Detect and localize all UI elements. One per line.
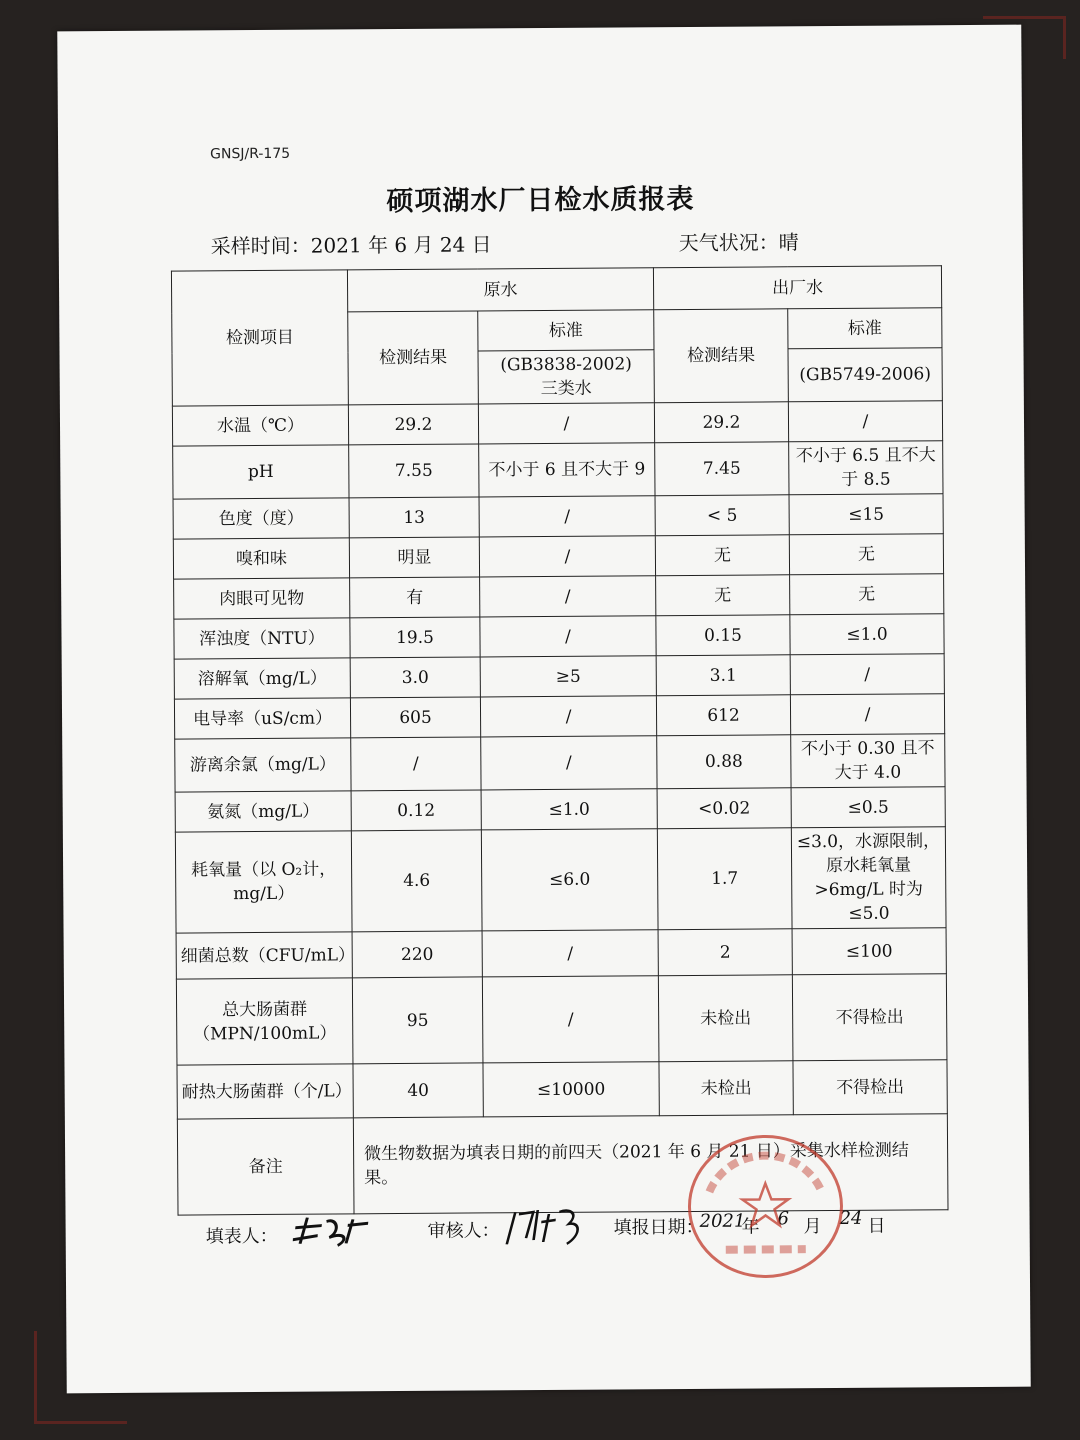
header-outlet-water: 出厂水 bbox=[653, 266, 941, 310]
table-row bbox=[177, 1060, 947, 1119]
table-row bbox=[175, 787, 945, 832]
cell-out-std: ≤0.5 bbox=[791, 787, 945, 828]
cell-raw-std: / bbox=[480, 616, 656, 657]
cell-item: 肉眼可见物 bbox=[174, 578, 350, 619]
cell-out-result: 未检出 bbox=[658, 975, 793, 1062]
cell-raw-std: 不小于 6 且不大于 9 bbox=[479, 443, 655, 497]
filler-label: 填表人： bbox=[205, 1225, 278, 1248]
cell-out-result: < 5 bbox=[655, 495, 789, 536]
weather-status: 天气状况：晴 bbox=[678, 230, 799, 256]
cell-item: 嗅和味 bbox=[173, 538, 349, 579]
filler-signature bbox=[285, 1213, 374, 1258]
header-outlet-result: 检测结果 bbox=[654, 309, 789, 403]
table-row bbox=[176, 974, 947, 1065]
cell-out-std: 不小于 0.30 且不大于 4.0 bbox=[791, 734, 945, 788]
cell-out-result: 0.15 bbox=[656, 615, 790, 656]
cell-item: 浑浊度（NTU） bbox=[174, 618, 350, 659]
cell-out-result: 未检出 bbox=[659, 1061, 793, 1116]
header-raw-standard: 标准 bbox=[478, 310, 654, 351]
cell-raw-std: ≥5 bbox=[480, 656, 656, 697]
cell-out-std: ≤15 bbox=[789, 494, 943, 535]
sampling-time: 采样时间：2021 年 6 月 24 日 bbox=[210, 232, 492, 259]
cell-raw-result: 有 bbox=[350, 577, 480, 618]
report-sheet bbox=[57, 25, 1030, 1394]
cell-raw-result: 13 bbox=[349, 497, 479, 538]
table-row bbox=[174, 654, 944, 699]
cell-out-std: 不小于 6.5 且不大于 8.5 bbox=[789, 441, 943, 495]
report-title: 硕项湖水厂日检水质报表 bbox=[386, 183, 695, 218]
cell-raw-std: / bbox=[480, 696, 656, 737]
table-row bbox=[176, 928, 946, 979]
cell-out-result: 无 bbox=[655, 535, 789, 576]
cell-raw-result: 4.6 bbox=[351, 830, 482, 932]
header-raw-water: 原水 bbox=[347, 268, 653, 312]
cell-raw-result: 7.55 bbox=[349, 444, 479, 498]
cell-item: 耗氧量（以 O₂计，mg/L） bbox=[175, 831, 352, 933]
table-row bbox=[174, 614, 944, 659]
table-row bbox=[174, 694, 944, 739]
cell-item: 游离余氯（mg/L） bbox=[175, 738, 351, 792]
cell-raw-result: / bbox=[351, 737, 481, 791]
cell-item: 总大肠菌群（MPN/100mL） bbox=[176, 978, 353, 1065]
cell-out-std: / bbox=[788, 401, 942, 442]
cell-raw-result: 605 bbox=[350, 697, 480, 738]
cell-raw-std: / bbox=[479, 536, 655, 577]
header-item: 检测项目 bbox=[171, 270, 348, 406]
table-row bbox=[173, 534, 943, 579]
form-code: GNSJ/R-175 bbox=[210, 145, 291, 163]
reviewer-signature bbox=[500, 1204, 591, 1257]
header-outlet-standard: 标准 bbox=[788, 308, 942, 349]
cell-item: 溶解氧（mg/L） bbox=[174, 658, 350, 699]
date-day-unit: 日 bbox=[867, 1215, 886, 1237]
cell-raw-result: 19.5 bbox=[350, 617, 480, 658]
table-row bbox=[172, 401, 942, 446]
cell-raw-result: 95 bbox=[352, 977, 483, 1064]
cell-item: pH bbox=[173, 445, 349, 499]
outlet-standard-ref: (GB5749-2006) bbox=[788, 348, 942, 402]
date-year-unit: 年 bbox=[741, 1216, 760, 1238]
cell-out-result: 3.1 bbox=[656, 655, 790, 696]
cell-out-std: ≤1.0 bbox=[790, 614, 944, 655]
cell-raw-std: / bbox=[482, 976, 659, 1063]
cell-out-std: ≤100 bbox=[792, 928, 946, 975]
cell-raw-std: ≤6.0 bbox=[481, 829, 658, 931]
note-text: 微生物数据为填表日期的前四天（2021 年 6 月 21 日）采集水样检测结果。 bbox=[353, 1114, 948, 1214]
cell-item: 色度（度） bbox=[173, 498, 349, 539]
cell-raw-result: 0.12 bbox=[351, 790, 481, 831]
note-label: 备注 bbox=[177, 1118, 354, 1215]
cell-out-result: 7.45 bbox=[655, 442, 789, 496]
cell-raw-std: ≤1.0 bbox=[481, 789, 657, 830]
table-row bbox=[173, 494, 943, 539]
footer bbox=[205, 1207, 990, 1248]
cell-raw-result: 3.0 bbox=[350, 657, 480, 698]
table-row bbox=[173, 441, 943, 499]
cell-raw-std: / bbox=[479, 496, 655, 537]
date-month-handwritten: 6 bbox=[777, 1208, 790, 1230]
cell-out-std: ≤3.0，水源限制，原水耗氧量>6mg/L 时为≤5.0 bbox=[791, 827, 946, 929]
cell-out-std: 不得检出 bbox=[792, 974, 947, 1061]
table-row bbox=[174, 574, 944, 619]
cell-out-result: 无 bbox=[656, 575, 790, 616]
cell-out-std: 不得检出 bbox=[793, 1060, 947, 1115]
date-day-handwritten: 24 bbox=[839, 1207, 863, 1229]
cell-out-result: 612 bbox=[656, 695, 790, 736]
table-row bbox=[175, 827, 946, 933]
raw-standard-ref: (GB3838-2002) 三类水 bbox=[478, 350, 654, 404]
date-label: 填报日期： bbox=[613, 1216, 704, 1239]
cell-out-result: 1.7 bbox=[657, 828, 792, 930]
cell-raw-result: 40 bbox=[353, 1063, 483, 1118]
cell-raw-std: ≤10000 bbox=[483, 1062, 659, 1117]
cell-out-std: 无 bbox=[790, 574, 944, 615]
cell-raw-std: / bbox=[481, 736, 657, 790]
cell-raw-result: 明显 bbox=[349, 537, 479, 578]
cell-out-std: / bbox=[790, 694, 944, 735]
cell-raw-std: / bbox=[478, 403, 654, 444]
cell-out-result: <0.02 bbox=[657, 788, 791, 829]
cell-item: 氨氮（mg/L） bbox=[175, 791, 351, 832]
cell-raw-std: / bbox=[482, 930, 658, 977]
cell-raw-result: 29.2 bbox=[348, 404, 478, 445]
water-quality-table bbox=[171, 265, 949, 1215]
cell-raw-std: / bbox=[480, 576, 656, 617]
date-year-handwritten: 2021 bbox=[699, 1210, 746, 1232]
cell-out-std: / bbox=[790, 654, 944, 695]
cell-item: 水温（℃） bbox=[172, 405, 348, 446]
official-seal-stamp bbox=[685, 1131, 846, 1282]
header-raw-result: 检测结果 bbox=[348, 311, 479, 405]
cell-out-result: 0.88 bbox=[657, 735, 791, 789]
cell-out-std: 无 bbox=[789, 534, 943, 575]
date-month-unit: 月 bbox=[803, 1216, 822, 1238]
cell-item: 耐热大肠菌群（个/L） bbox=[177, 1064, 353, 1119]
table-row bbox=[175, 734, 945, 792]
cell-item: 细菌总数（CFU/mL） bbox=[176, 932, 352, 979]
cell-out-result: 2 bbox=[658, 929, 792, 976]
cell-raw-result: 220 bbox=[352, 931, 482, 978]
reviewer-label: 审核人： bbox=[427, 1220, 500, 1242]
cell-item: 电导率（uS/cm） bbox=[174, 698, 350, 739]
cell-out-result: 29.2 bbox=[654, 402, 788, 443]
